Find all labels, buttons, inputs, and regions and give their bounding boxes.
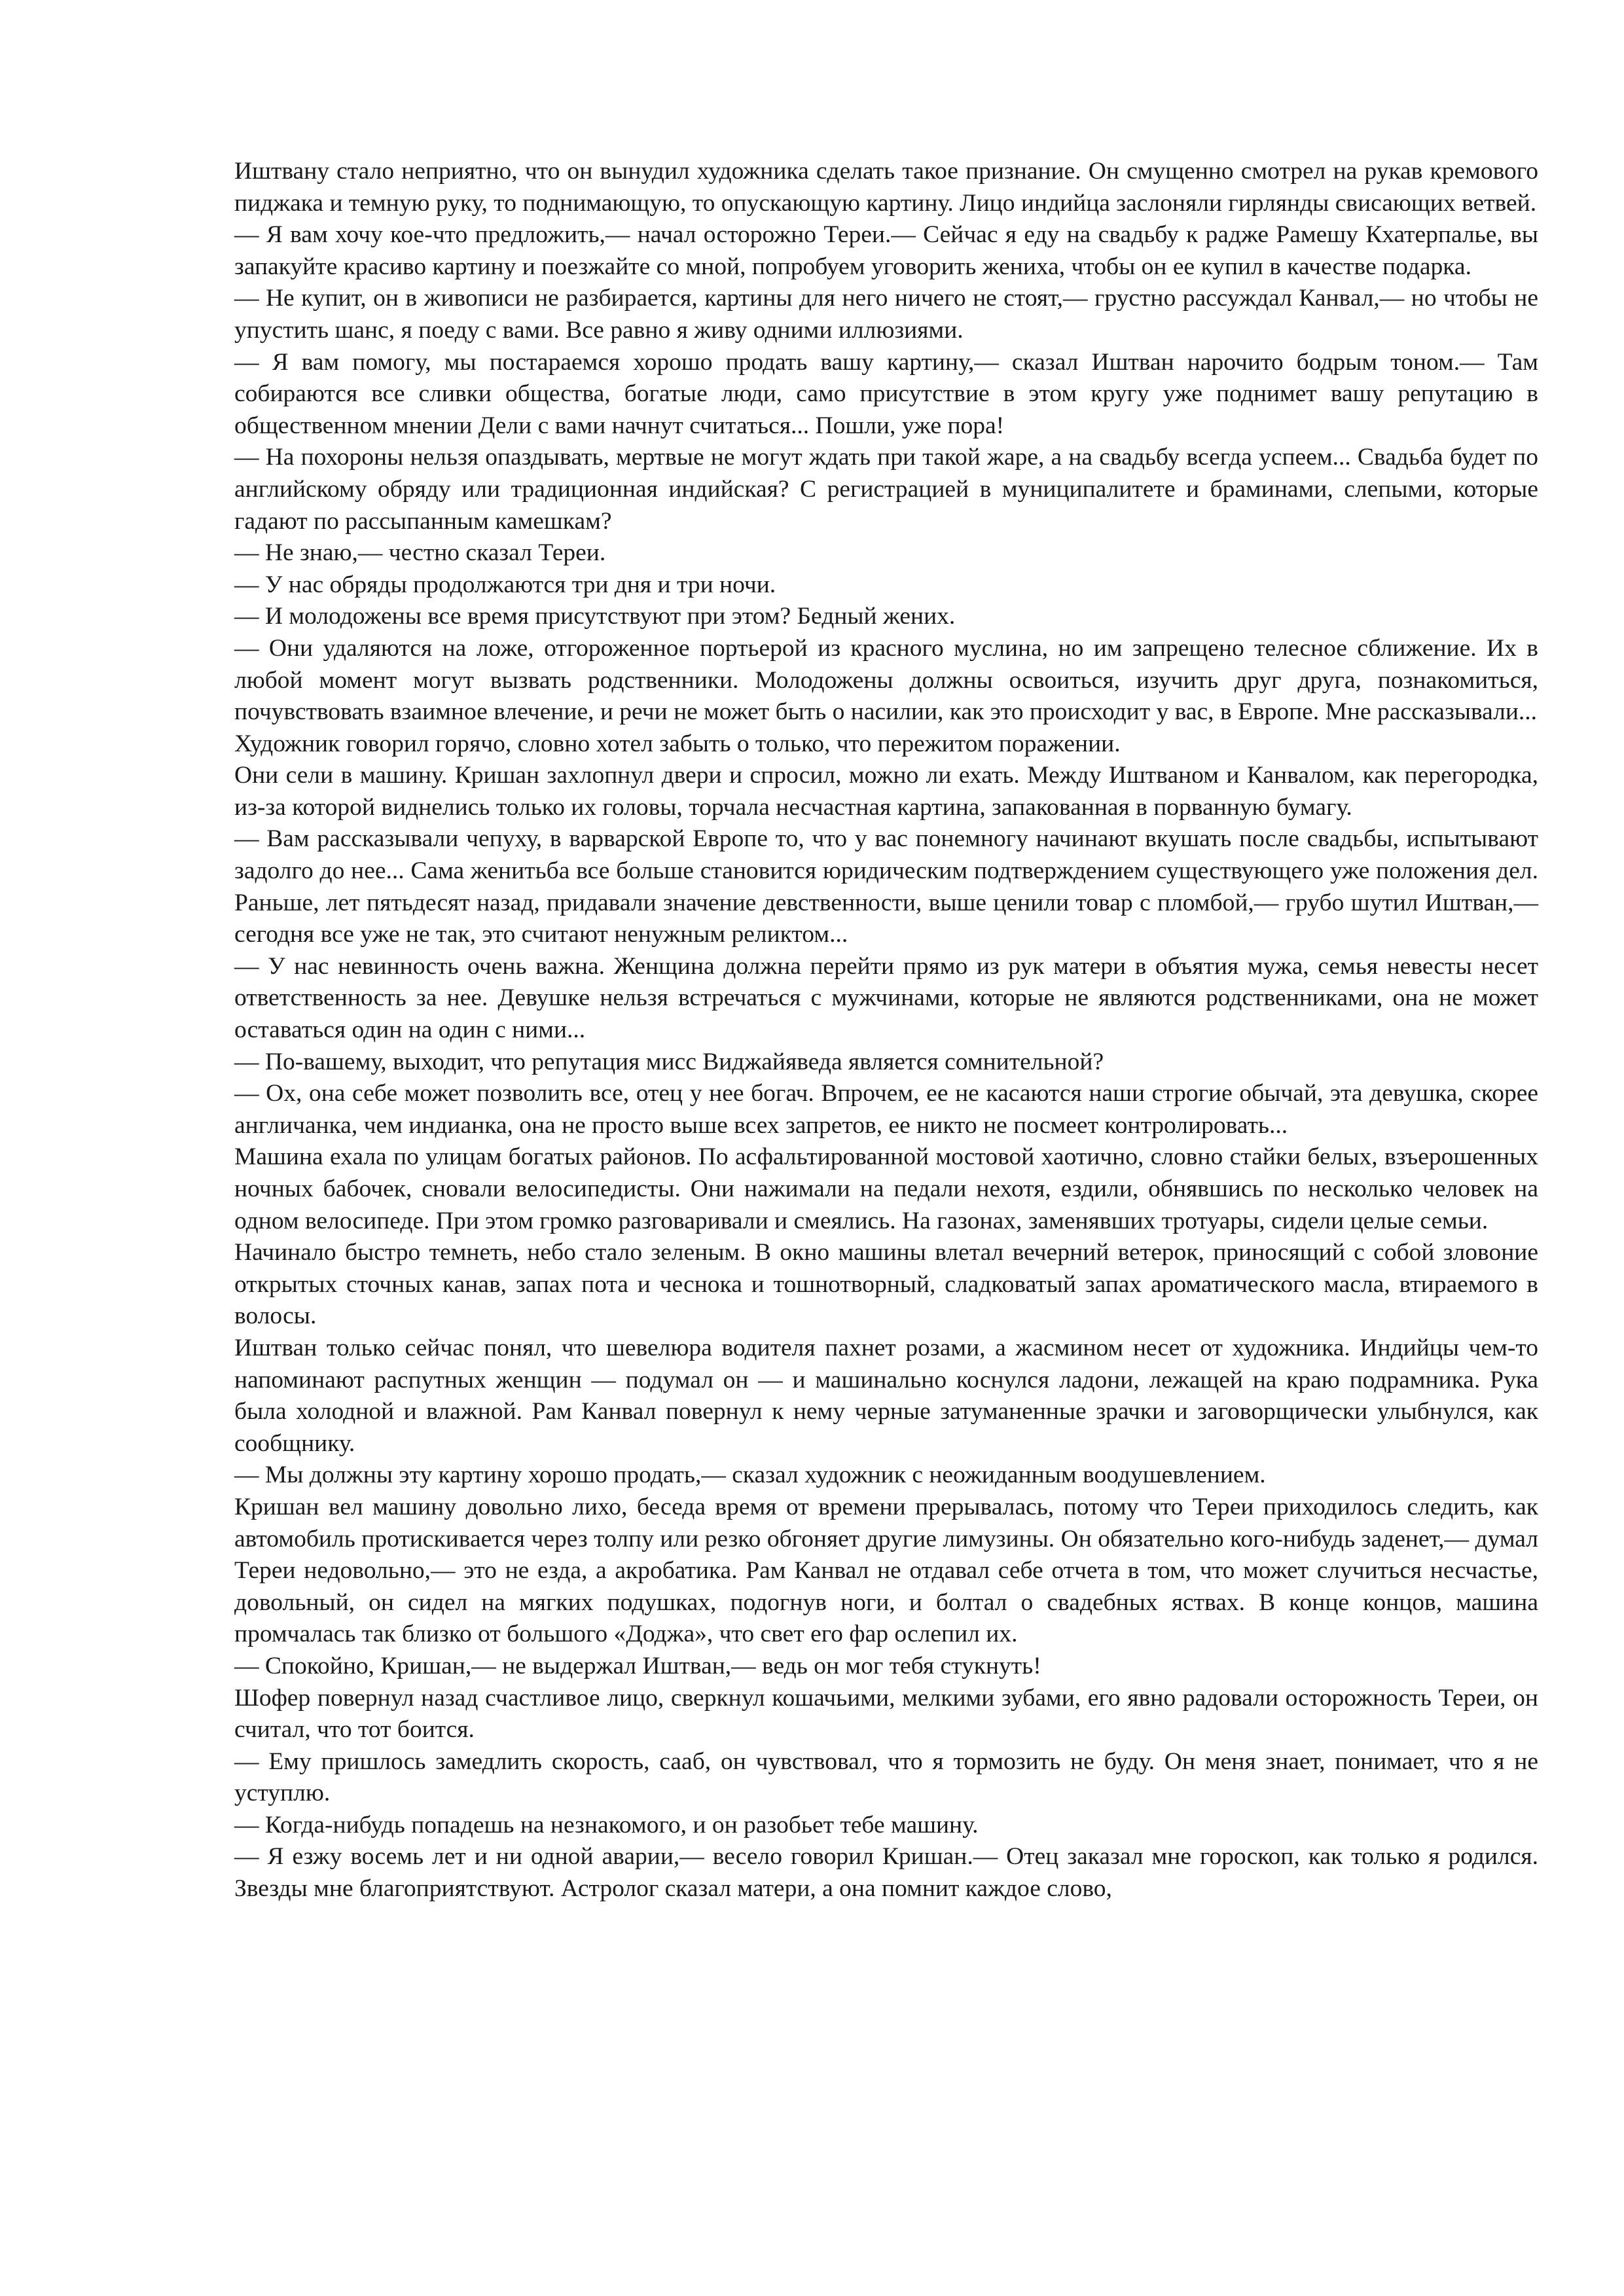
paragraph: Кришан вел машину довольно лихо, беседа время от времени прерывалась, потому что Тереи приходилось следить, как автомобиль протискивается через толпу или резко обгоняет другие лимузины. Он обязательно кого-нибудь заденет,— думал Тереи недовольно,— это не езда, а акробатика. Рам Канвал не отдавал себе отчета в том, что может случиться несчастье, довольный, он сидел на мягких подушках, подогнув ноги, и болтал о свадебных яствах. В конце концов, машина промчалась так близко от большого «Доджа», что свет его фар ослепил их. bbox=[234, 1493, 1538, 1648]
paragraph: — По-вашему, выходит, что репутация мисс Виджайяведа является сомнительной? bbox=[234, 1048, 1104, 1075]
paragraph: — Мы должны эту картину хорошо продать,— сказал художник с неожиданным воодушевлением. bbox=[234, 1462, 1266, 1489]
paragraph: Иштвану стало неприятно, что он вынудил художника сделать такое признание. Он смущенно смотрел на рукав кремового пиджака и темную руку, то поднимающую, то опускающую картину. Лицо индийца заслоняли гирлянды свисающих ветвей. bbox=[234, 158, 1538, 217]
paragraph: — Вам рассказывали чепуху, в варварской Европе то, что у вас понемногу начинают вкушать после свадьбы, испытывают задолго до нее... Сама женитьба все больше становится юридическим подтверждением существующего уже положения дел. Раньше, лет пятьдесят назад, придавали значение девственности, выше ценили товар с пломбой,— грубо шутил Иштван,— сегодня все уже не так, это считают ненужным реликтом... bbox=[234, 825, 1538, 948]
document-body bbox=[234, 156, 1538, 1905]
paragraph: — Я вам помогу, мы постараемся хорошо продать вашу картину,— сказал Иштван нарочито бодрым тоном.— Там собираются все сливки общества, богатые люди, само присутствие в этом кругу уже поднимет вашу репутацию в общественном мнении Дели с вами начнут считаться... Пошли, уже пора! bbox=[234, 348, 1538, 439]
paragraph: — Ох, она себе может позволить все, отец у нее богач. Впрочем, ее не касаются наши строгие обычай, эта девушка, скорее англичанка, чем индианка, она не просто выше всех запретов, ее никто не посмеет контролировать... bbox=[234, 1080, 1538, 1139]
paragraph: Они сели в машину. Кришан захлопнул двери и спросил, можно ли ехать. Между Иштваном и Канвалом, как перегородка, из-за которой виднелись только их головы, торчала несчастная картина, запакованная в порванную бумагу. bbox=[234, 762, 1538, 821]
paragraph: — Я вам хочу кое-что предложить,— начал осторожно Тереи.— Сейчас я еду на свадьбу к радже Рамешу Кхатерпалье, вы запакуйте красиво картину и поезжайте со мной, попробуем уговорить жениха, чтобы он ее купил в качестве подарка. bbox=[234, 221, 1538, 280]
paragraph: — Когда-нибудь попадешь на незнакомого, и он разобьет тебе машину. bbox=[234, 1811, 979, 1839]
paragraph: Шофер повернул назад счастливое лицо, сверкнул кошачьими, мелкими зубами, его явно радовали осторожность Тереи, он считал, что тот боится. bbox=[234, 1684, 1538, 1744]
paragraph: — У нас невинность очень важна. Женщина должна перейти прямо из рук матери в объятия мужа, семья невесты несет ответственность за нее. Девушке нельзя встречаться с мужчинами, которые не являются родственниками, она не может оставаться один на один с ними... bbox=[234, 952, 1538, 1044]
paragraph: Художник говорил горячо, словно хотел забыть о только, что пережитом поражении. bbox=[234, 730, 1121, 757]
paragraph: Иштван только сейчас понял, что шевелюра водителя пахнет розами, а жасмином несет от художника. Индийцы чем-то напоминают распутных женщин — подумал он — и машинально коснулся ладони, лежащей на краю подрамника. Рука была холодной и влажной. Рам Канвал повернул к нему черные затуманенные зрачки и заговорщически улыбнулся, как сообщнику. bbox=[234, 1334, 1538, 1457]
paragraph: — Я езжу восемь лет и ни одной аварии,— весело говорил Кришан.— Отец заказал мне гороскоп, как только я родился. Звезды мне благоприятствуют. Астролог сказал матери, а она помнит каждое слово, bbox=[234, 1843, 1538, 1903]
paragraph: — На похороны нельзя опаздывать, мертвые не могут ждать при такой жаре, а на свадьбу всегда успеем... Свадьба будет по английскому обряду или традиционная индийская? С регистрацией в муниципалитете и браминами, слепыми, которые гадают по рассыпанным камешкам? bbox=[234, 444, 1538, 535]
paragraph: Начинало быстро темнеть, небо стало зеленым. В окно машины влетал вечерний ветерок, приносящий с собой зловоние открытых сточных канав, запах пота и чеснока и тошнотворный, сладковатый запах ароматического масла, втираемого в волосы. bbox=[234, 1239, 1538, 1330]
paragraph: — И молодожены все время присутствуют при этом? Бедный жених. bbox=[234, 603, 956, 630]
paragraph: — Спокойно, Кришан,— не выдержал Иштван,— ведь он мог тебя стукнуть! bbox=[234, 1652, 1041, 1679]
paragraph: Машина ехала по улицам богатых районов. По асфальтированной мостовой хаотично, словно стайки белых, взъерошенных ночных бабочек, сновали велосипедисты. Они нажимали на педали нехотя, ездили, обнявшись по несколько человек на одном велосипеде. При этом громко разговаривали и смеялись. На газонах, заменявших тротуары, сидели целые семьи. bbox=[234, 1143, 1538, 1234]
paragraph: — У нас обряды продолжаются три дня и три ночи. bbox=[234, 571, 776, 598]
paragraph: — Они удаляются на ложе, отгороженное портьерой из красного муслина, но им запрещено телесное сближение. Их в любой момент могут вызвать родственники. Молодожены должны освоиться, изучить друг друга, познакомиться, почувствовать взаимное влечение, и речи не может быть о насилии, как это происходит у вас, в Европе. Мне рассказывали... bbox=[234, 634, 1538, 726]
paragraph: — Не знаю,— честно сказал Тереи. bbox=[234, 539, 606, 567]
paragraph: — Ему пришлось замедлить скорость, сааб, он чувствовал, что я тормозить не буду. Он меня знает, понимает, что я не уступлю. bbox=[234, 1748, 1538, 1807]
paragraph: — Не купит, он в живописи не разбирается, картины для него ничего не стоят,— грустно рассуждал Канвал,— но чтобы не упустить шанс, я поеду с вами. Все равно я живу одними иллюзиями. bbox=[234, 285, 1538, 344]
